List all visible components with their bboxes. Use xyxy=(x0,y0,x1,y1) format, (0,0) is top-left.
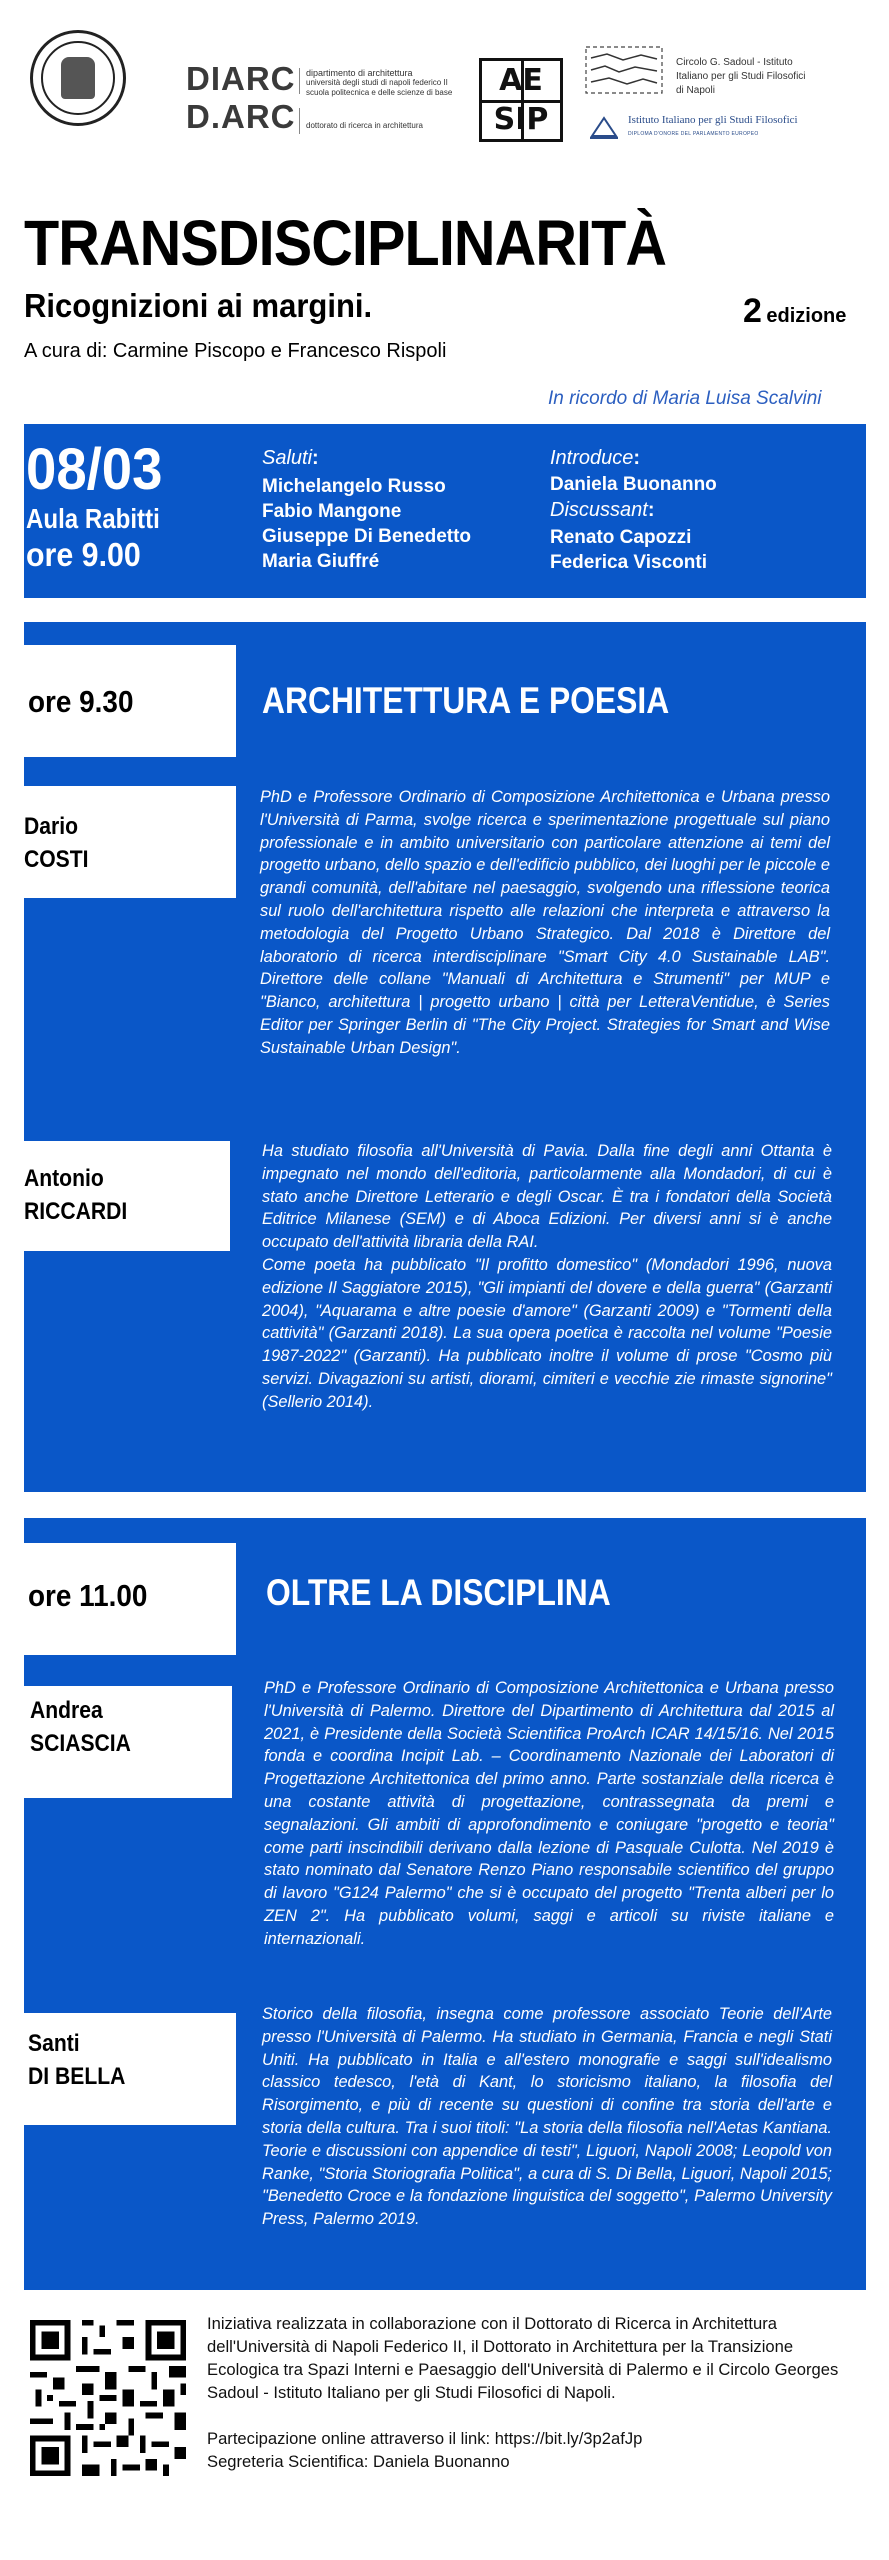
footer-text xyxy=(207,2312,867,2473)
sadoul-line1: Circolo G. Sadoul - Istituto xyxy=(676,57,793,68)
session-time: ore 9.30 xyxy=(28,684,134,719)
page-title: TRANSDISCIPLINARITÀ xyxy=(24,207,667,279)
saluti-name: Michelangelo Russo xyxy=(262,476,446,497)
saluti-name: Giuseppe Di Benedetto xyxy=(262,526,472,547)
introduce-label: Introduce xyxy=(550,447,634,469)
speaker-bio xyxy=(262,1140,832,1414)
session-title: OLTRE LA DISCIPLINA xyxy=(266,1572,611,1613)
diarc-subtitle xyxy=(306,68,452,98)
sadoul-line2: Italiano per gli Studi Filosofici xyxy=(676,71,806,82)
edition-label xyxy=(743,292,846,331)
event-time: ore 9.00 xyxy=(26,536,141,573)
saluti-heading: Saluti: xyxy=(262,447,319,469)
university-seal-icon xyxy=(30,30,126,126)
speaker-bio-part1: Ha studiato filosofia all'Università di Pavia. Dalla fine degli anni Ottanta è impegnato nel mondo dell'editoria, particolarmente alla Mondadori, di cui è stato anche Direttore Letterario e degli Oscar. È tra i fondatori della Società Editrice Milanese (SEM) e di Aboca Edizioni. Per diversi anni si è anche occupato dell'attività libraria della RAI. xyxy=(262,1142,832,1252)
sadoul-text xyxy=(676,56,866,98)
introduce-name: Daniela Buonanno xyxy=(550,474,717,495)
discussant-list xyxy=(550,525,707,575)
speaker-name xyxy=(24,810,89,876)
speaker-bio: Storico della filosofia, insegna come professore associato Teorie dell'Arte presso l'Università di Palermo. Ha studiato in Germania, Francia e negli Stati Uniti. Ha pubblicato in Italia e all'estero monografie e saggi sull'idealismo classico tedesco, l'età di Kant, lo storicismo italiano, la filosofia del Risorgimento, e più di recente su questioni di confine tra storia dell'arte e storia della cultura. Tra i suoi titoli: "La storia della filosofia nell'Aetas Kantiana. Teorie e discussioni con appendice di testi", Liguori, Napoli 2008; Leopold von Ranke, "Storia Storiografia Politica", a cura di S. Di Bella, Liguori, Napoli 2015; "Benedetto Croce e la fondazione linguistica del soggetto", Palermo University Press, Palermo 2019. xyxy=(262,2005,832,2229)
saluti-list xyxy=(262,474,471,574)
speaker-name xyxy=(24,1162,127,1228)
speaker-bio-part2: Come poeta ha pubblicato "Il profitto domestico" (Mondadori 1996, nuova edizione Il Saggiatore 2015), "Gli impianti del dovere e della guerra" (Garzanti 2004), "Aquarama e altre poesie d'amore" (Garzanti 2009) e "Tormenti della cattività" (Garzanti 2018). La sua opera poetica è raccolta nel volume "Poesie 1987-2022" (Garzanti). Ha pubblicato inoltre il volume di prose "Cosmo più servizi. Divagazioni su artisti, diorami, cimiteri e vecchie zie rimaste signorine" (Sellerio 2014). xyxy=(262,1255,832,1411)
saluti-label: Saluti xyxy=(262,447,313,469)
qr-code-icon[interactable] xyxy=(24,2314,192,2482)
event-room: Aula Rabitti xyxy=(26,503,160,534)
session-time: ore 11.00 xyxy=(28,1578,148,1613)
speaker-last-name: COSTI xyxy=(24,846,89,873)
speaker-bio: PhD e Professore Ordinario di Composizione Architettonica e Urbana presso l'Università di Palermo. Direttore del Dipartimento di Architettura dal 2015 al 2021, è Presidente della Società Scientifica ProArch ICAR 14/15/16. Nel 2015 fonda e coordina Incipit Lab. – Coordinamento Nazionale dei Laboratori di Progettazione Architettonica del primo anno. Parte sostanziale della ricerca è una costante attività di progettazione, contrassegnata da premi e segnalazioni. Gli ambiti di approfondimento e coniugare "progetto e teoria" come parti inscindibili derivano dalla lezione di Pasquale Culotta. Nel 2019 è stato nominato dal Senatore Renzo Piano responsabile scientifico del gruppo di lavoro "G124 Palermo" che si è occupato del progetto "Trenta alberi per lo ZEN 2". Ha pubblicato volumi, saggi e articoli su riviste italiane e internazionali. xyxy=(264,1679,834,1948)
diarc-sub-line2: università degli studi di napoli federico II xyxy=(306,78,448,87)
iisf-logo-icon xyxy=(588,114,620,140)
iisf-name: Istituto Italiano per gli Studi Filosofici xyxy=(628,114,798,126)
speaker-last-name: RICCARDI xyxy=(24,1198,128,1225)
speaker-last-name: SCIASCIA xyxy=(30,1730,131,1757)
discussant-heading: Discussant: xyxy=(550,499,655,521)
speaker-first-name: Dario xyxy=(24,813,78,840)
edition-text: edizione xyxy=(766,305,847,327)
speaker-first-name: Andrea xyxy=(30,1697,103,1724)
dedication: In ricordo di Maria Luisa Scalvini xyxy=(548,388,822,409)
diarc-logo-line2: D.ARC xyxy=(186,98,296,135)
speaker-first-name: Antonio xyxy=(24,1165,104,1192)
introduce-heading: Introduce: xyxy=(550,447,641,469)
page-subtitle: Ricognizioni ai margini. xyxy=(24,287,373,324)
footer-online-link[interactable]: Partecipazione online attraverso il link: https://bit.ly/3p2afJp xyxy=(207,2429,643,2448)
divider xyxy=(299,108,300,134)
diarc-sub-line3: scuola politecnica e delle scienze di base xyxy=(306,88,453,97)
sadoul-logo-icon xyxy=(583,44,665,96)
divider xyxy=(299,68,300,94)
sadoul-line3: di Napoli xyxy=(676,85,715,96)
discussant-name: Renato Capozzi xyxy=(550,527,692,548)
aesip-logo-icon xyxy=(479,58,563,142)
iisf-subtitle: DIPLOMA D'ONORE DEL PARLAMENTO EUROPEO xyxy=(628,131,759,137)
session-title: ARCHITETTURA E POESIA xyxy=(262,680,670,721)
aesip-logo-top: AE xyxy=(499,63,543,98)
aesip-logo-bottom: SIP xyxy=(493,102,549,137)
diarc-logo-line1: DIARC xyxy=(186,60,296,97)
footer-collaboration: Iniziativa realizzata in collaborazione con il Dottorato di Ricerca in Architettura dell'Università di Napoli Federico II, il Dottorato in Architettura per la Transizione Ecologica tra Spazi Interni e Paesaggio dell'Università di Palermo e il Circolo Georges Sadoul - Istituto Italiano per gli Studi Filosofici di Napoli. xyxy=(207,2314,839,2402)
speaker-first-name: Santi xyxy=(28,2030,80,2057)
curators: A cura di: Carmine Piscopo e Francesco Rispoli xyxy=(24,340,447,362)
discussant-label: Discussant xyxy=(550,499,648,521)
darc-subtitle: dottorato di ricerca in architettura xyxy=(306,121,423,130)
discussant-name: Federica Visconti xyxy=(550,552,707,573)
speaker-name xyxy=(28,2027,125,2093)
saluti-name: Maria Giuffré xyxy=(262,551,380,572)
speaker-name xyxy=(30,1694,131,1760)
speaker-bio: PhD e Professore Ordinario di Composizione Architettonica e Urbana presso l'Università di Parma, svolge ricerca e sperimentazione progettuale sul piano professionale e in ambito universitario con particolare attenzione ai temi del progetto urbano, dello spazio e dell'edificio pubblico, dei luoghi per le piccole e grandi comunità, dell'abitare nel paesaggio, svolgendo una riflessione teorica sul ruolo dell'architettura rispetto alle relazioni che interpreta e attraverso la metodologia del Progetto Urbano Strategico. Dal 2018 è Direttore del laboratorio di ricerca interdisciplinare "Smart City 4.0 Sustainable LAB". Direttore delle collane "Manuali di Architettura e Strumenti" per MUP e "Bianco, architettura | progetto urbano | città per LetteraVentidue, è Series Editor per Springer Berlin di "The City Project. Strategies for Smart and Wise Sustainable Urban Design". xyxy=(260,788,830,1057)
saluti-name: Fabio Mangone xyxy=(262,501,402,522)
event-date: 08/03 xyxy=(26,437,163,502)
speaker-last-name: DI BELLA xyxy=(28,2063,126,2090)
footer-secretariat: Segreteria Scientifica: Daniela Buonanno xyxy=(207,2452,510,2471)
diarc-sub-line1: dipartimento di architettura xyxy=(306,68,413,78)
edition-number: 2 xyxy=(743,292,762,330)
diarc-logo xyxy=(186,60,296,136)
